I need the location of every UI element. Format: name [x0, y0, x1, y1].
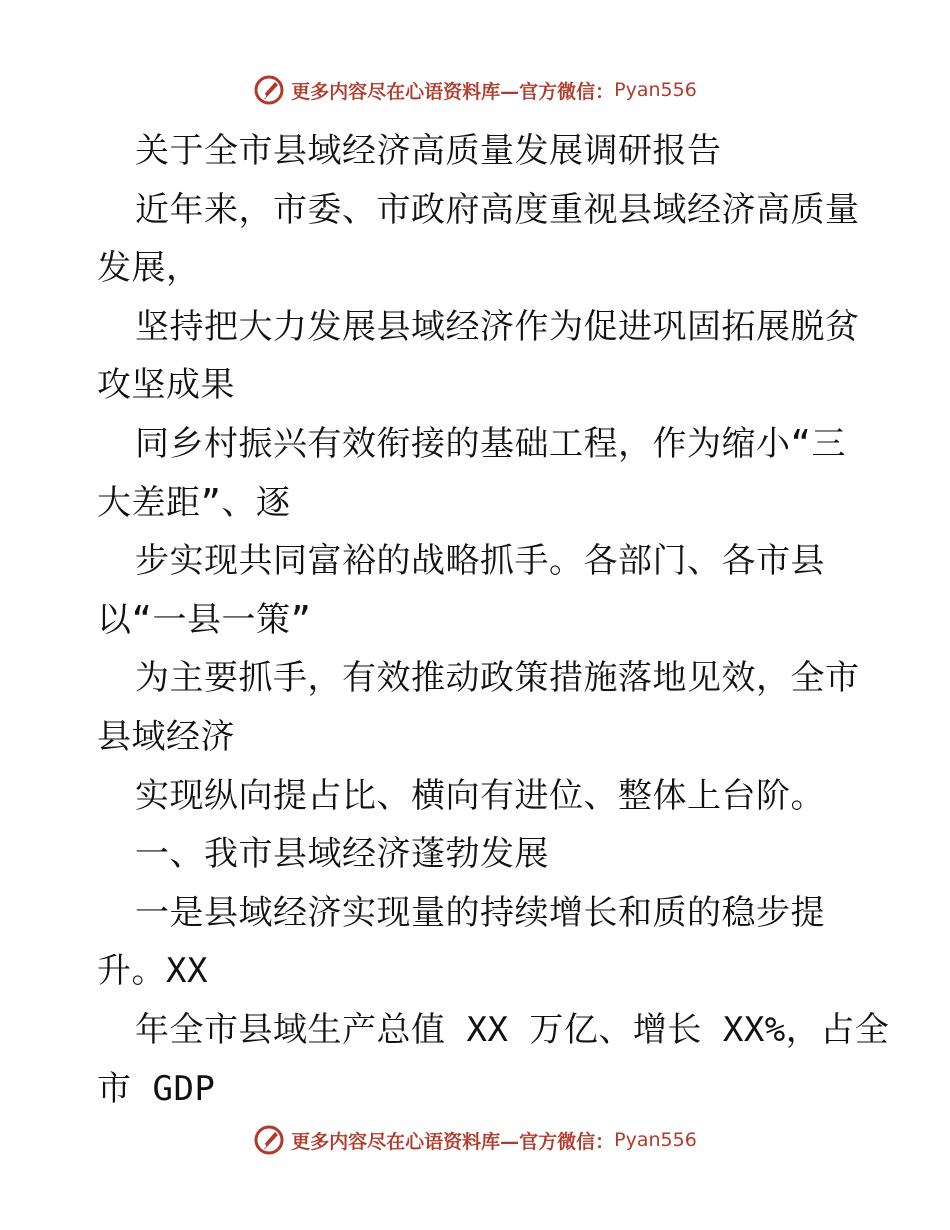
footer-banner-wechat-id: Pyan556 [614, 1129, 697, 1151]
text-line: 坚持把大力发展县域经济作为促进巩固拓展脱贫 [135, 306, 860, 347]
text-line: 为主要抓手，有效推动政策措施落地见效，全市 [135, 658, 860, 699]
header-banner [0, 70, 950, 110]
footer-banner [0, 1120, 950, 1160]
text-line: 以“一县一策” [97, 599, 312, 640]
document-body [97, 122, 890, 1118]
header-banner-wechat-id: Pyan556 [614, 79, 697, 101]
text-line: 同乡村振兴有效衔接的基础工程，作为缩小“三 [135, 423, 846, 464]
text-line: 市 GDP [97, 1068, 216, 1109]
text-line: 攻坚成果 [97, 365, 235, 406]
text-line: 实现纵向提占比、横向有进位、整体上台阶。 [135, 775, 825, 816]
footer-banner-text: 更多内容尽在心语资料库—官方微信： [291, 1130, 615, 1153]
text-line: 一是县域经济实现量的持续增长和质的稳步提 [135, 892, 825, 933]
text-line: 步实现共同富裕的战略抓手。各部门、各市县 [135, 541, 825, 582]
text-line: 升。XX [97, 951, 208, 992]
pen-nib-logo-icon [253, 74, 285, 106]
header-banner-text: 更多内容尽在心语资料库—官方微信： [291, 80, 615, 103]
pen-nib-logo-icon [253, 1124, 285, 1156]
section-heading: 一、我市县域经济蓬勃发展 [135, 834, 549, 875]
text-line: 县域经济 [97, 716, 235, 757]
document-title: 关于全市县域经济高质量发展调研报告 [135, 131, 722, 171]
text-line: 近年来，市委、市政府高度重视县域经济高质量 [135, 189, 860, 230]
text-line: 大差距”、逐 [97, 482, 291, 523]
text-line: 发展， [97, 248, 201, 289]
text-line: 年全市县域生产总值 XX 万亿、增长 XX%，占全 [135, 1009, 890, 1050]
